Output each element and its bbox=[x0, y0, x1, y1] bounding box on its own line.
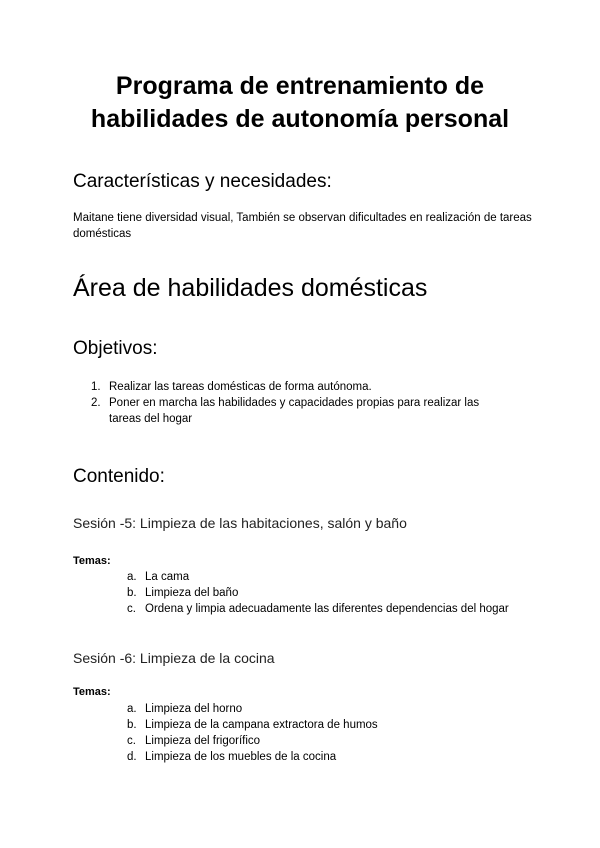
list-marker: a. bbox=[127, 571, 137, 583]
objectives-heading: Objetivos: bbox=[73, 338, 158, 359]
document-title-line2: habilidades de autonomía personal bbox=[90, 105, 510, 133]
list-item bbox=[127, 569, 517, 585]
list-item bbox=[127, 733, 517, 749]
list-marker: d. bbox=[127, 751, 137, 763]
list-item bbox=[127, 585, 517, 601]
list-item-text: Limpieza del frigorífico bbox=[145, 735, 261, 747]
list-item-text: Limpieza de los muebles de la cocina bbox=[145, 751, 337, 763]
list-item bbox=[127, 717, 517, 733]
session-5-topics-list bbox=[127, 569, 517, 617]
document-title-line1: Programa de entrenamiento de bbox=[115, 72, 485, 100]
list-marker: 1. bbox=[91, 381, 101, 393]
list-item-text: Realizar las tareas domésticas de forma autónoma. bbox=[109, 381, 372, 393]
list-marker: c. bbox=[127, 735, 136, 747]
session-6-topics-list bbox=[127, 701, 517, 765]
list-item-text: Limpieza del baño bbox=[145, 587, 239, 599]
list-item-text: La cama bbox=[145, 571, 190, 583]
list-item-text: Poner en marcha las habilidades y capacidades propias para realizar las tareas del hogar bbox=[109, 397, 480, 425]
list-item-text: Ordena y limpia adecuadamente las diferentes dependencias del hogar bbox=[145, 603, 509, 615]
characteristics-heading: Características y necesidades: bbox=[73, 171, 332, 192]
list-marker: b. bbox=[127, 587, 137, 599]
session-6-temas-label: Temas: bbox=[73, 686, 111, 698]
list-item bbox=[91, 379, 511, 395]
session-6-title: Sesión -6: Limpieza de la cocina bbox=[73, 650, 275, 666]
content-heading: Contenido: bbox=[73, 466, 165, 487]
objectives-list bbox=[91, 379, 511, 427]
session-5-title: Sesión -5: Limpieza de las habitaciones, salón y baño bbox=[73, 515, 407, 531]
list-item-text: Limpieza de la campana extractora de humos bbox=[145, 719, 378, 731]
list-item bbox=[127, 701, 517, 717]
list-item bbox=[127, 749, 517, 765]
area-heading: Área de habilidades domésticas bbox=[73, 274, 428, 302]
list-marker: 2. bbox=[91, 397, 101, 409]
session-5-temas-label: Temas: bbox=[73, 555, 111, 567]
list-marker: b. bbox=[127, 719, 137, 731]
characteristics-text: Maitane tiene diversidad visual, También se observan dificultades en realización de tareas domésticas bbox=[73, 212, 532, 240]
list-marker: a. bbox=[127, 703, 137, 715]
list-item bbox=[91, 395, 511, 427]
list-item bbox=[127, 601, 517, 617]
list-item-text: Limpieza del horno bbox=[145, 703, 243, 715]
list-marker: c. bbox=[127, 603, 136, 615]
